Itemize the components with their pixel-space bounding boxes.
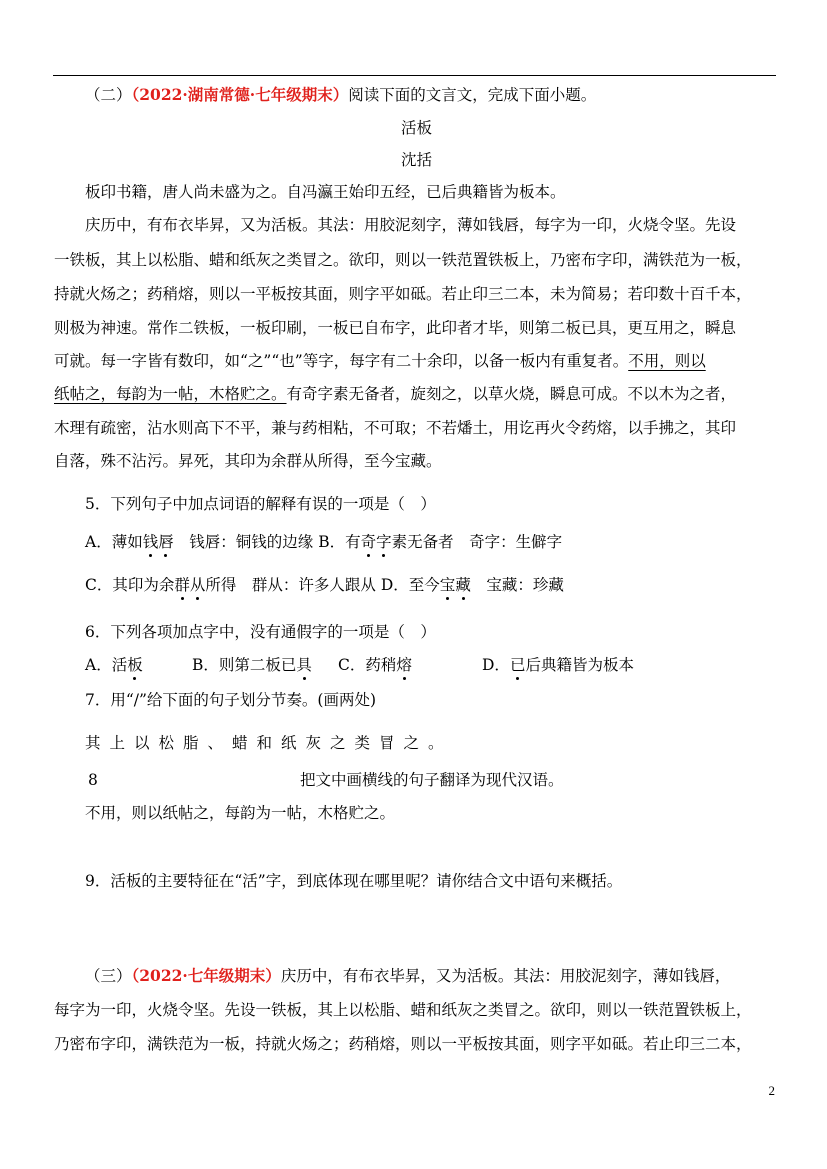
option-a [85,655,143,675]
paragraph-2-line: 一铁板，其上以松脂、蜡和纸灰之类冒之。欲印，则以一铁范置铁板上，乃密布字印，满铁范为一板， [54,251,752,269]
option-d [482,655,634,675]
dotted-char: 藏 [455,576,471,594]
option-c [338,655,412,675]
dotted-char: 宝 [439,576,456,594]
question-6-stem: 6．下列各项加点字中，没有通假字的一项是（ ） [85,623,436,641]
dotted-char: 群 [174,576,190,594]
dotted-char: 从 [189,576,206,594]
question-5-options-ab [85,532,810,552]
option-text: C．药稍 [338,656,397,674]
dotted-word [396,656,412,674]
option-text: 后典籍皆为板本 [525,656,634,674]
option-text: B．有 [318,533,361,551]
dotted-word [127,656,143,674]
dotted-char: 字 [376,533,392,551]
dotted-word [143,533,174,551]
text-author: 沈括 [400,151,432,169]
dotted-word [296,656,312,674]
dotted-word [510,656,526,674]
paragraph-2-line [54,384,779,404]
option-text: 素无备者 奇字：生僻字 [391,533,563,551]
option-text: B．则第二板已 [192,656,297,674]
section-2-source: （2022·湖南常德·七年级期末） [131,85,349,104]
dotted-char: 钱 [142,533,159,551]
paragraph-2-line [54,351,779,371]
option-text: D．至今 [380,576,440,594]
question-7-stem: 7．用“/”给下面的句子划分节奏。(画两处) [85,691,377,709]
section-3-line: 乃密布字印，满铁范为一板，持就火炀之；药稍熔，则以一平板按其面，则字平如砥。若止印三二本， [54,1035,752,1053]
question-8-stem: 把文中画横线的句子翻译为现代汉语。 [300,771,564,789]
paragraph-2-line: 持就火炀之；药稍熔，则以一平板按其面，则字平如砥。若止印三二本，未为简易；若印数十百千本， [54,285,752,303]
section-3-line: 每字为一印，火烧令坚。先设一铁板，其上以松脂、蜡和纸灰之类冒之。欲印，则以一铁范置铁板上， [54,1001,752,1019]
dotted-word [440,576,471,594]
question-8-sentence: 不用，则以纸帖之，每韵为一帖，木格贮之。 [85,804,396,822]
dotted-char: 板 [127,656,143,674]
paragraph-2-text: 有奇字素无备者，旋刻之，以草火烧，瞬息可成。不以木为之者， [286,385,737,403]
section-2-instruction: 阅读下面的文言文，完成下面小题。 [348,86,597,104]
dotted-word [174,576,205,594]
section-2-heading [54,85,810,105]
paragraph-2-text: 可就。每一字皆有数印，如“之”“也”等字，每字有二十余印，以备一板内有重复者。 [54,352,629,370]
option-text: A．活 [85,656,128,674]
page-number: 2 [768,1083,775,1098]
section-3-text: 庆历中，有布衣毕昇，又为活板。其法：用胶泥刻字，薄如钱唇， [280,967,731,985]
option-text: 钱唇：铜钱的边缘 [173,533,314,551]
question-7-sentence: 其上以松脂、蜡和纸灰之类冒之。 [85,734,453,752]
option-text: 所得 群从：许多人跟从 [205,576,376,594]
question-5-stem: 5．下列句子中加点词语的解释有误的一项是（ ） [85,495,436,513]
paragraph-2-line: 庆历中，有布衣毕昇，又为活板。其法：用胶泥刻字，薄如钱唇，每字为一印，火烧令坚。先设 [85,216,737,234]
option-text: D． [482,656,510,674]
dotted-char: 已 [509,656,526,674]
option-text: 宝藏：珍藏 [470,576,564,594]
question-9-stem: 9．活板的主要特征在“活”字，到底体现在哪里呢？请你结合文中语句来概括。 [85,872,623,890]
text-title: 活板 [400,119,432,137]
option-b [192,655,312,675]
question-5-options-cd [85,575,810,595]
section-2-number: （二） [85,86,132,104]
section-3-number: （三） [85,967,132,985]
section-3-source: （2022·七年级期末） [131,966,281,985]
option-text: C．其印为余 [85,576,175,594]
paragraph-2-line: 自落，殊不沾污。昇死，其印为余群从所得，至今宝藏。 [54,452,442,470]
underlined-sentence: 纸帖之，每韵为一帖，木格贮之。 [54,385,287,403]
header-rule [53,75,776,76]
dotted-char: 唇 [158,533,174,551]
dotted-char: 具 [296,656,312,674]
underlined-sentence: 不用，则以 [628,352,706,370]
question-8-number: 8 [88,771,98,789]
paragraph-1: 板印书籍，唐人尚未盛为之。自冯瀛王始印五经，已后典籍皆为板本。 [85,183,566,201]
dotted-char: 奇 [360,533,377,551]
dotted-char: 熔 [396,656,412,674]
option-text: A．薄如 [85,533,143,551]
paragraph-2-line: 则极为神速。常作二铁板，一板印刷，一板已自布字，此印者才毕，则第二板已具，更互用之，瞬息 [54,319,737,337]
paragraph-2-line: 木理有疏密，沾水则高下不平，兼与药相粘，不可取；不若燔土，用讫再火令药熔，以手拂之，其印 [54,419,737,437]
section-3-line [54,966,810,986]
dotted-word [361,533,392,551]
